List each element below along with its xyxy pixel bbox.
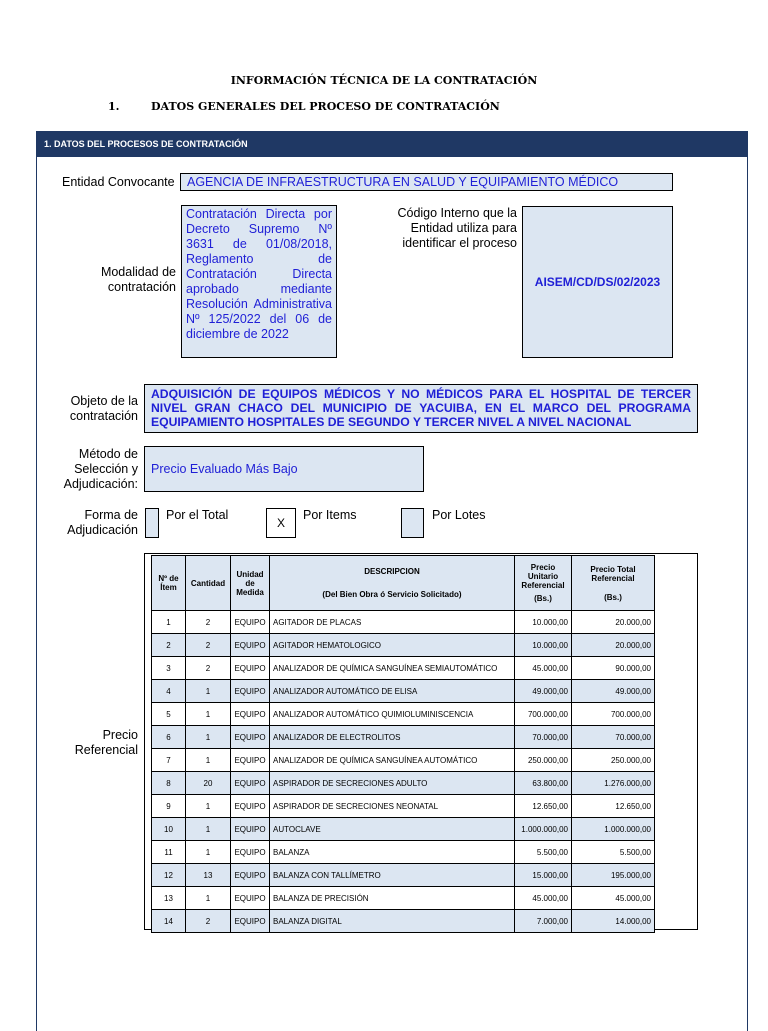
modalidad-field: Contratación Directa por Decreto Supremo Nº 3631 de 01/08/2018, Reglamento de Contratación Directa aprobado mediante Resolución Administrativa Nº 125/2022 del 06 de diciembre de 2022 [181,205,337,358]
header-precio-unitario-title: Precio Unitario Referencial [521,563,565,590]
cell-num: 3 [152,657,186,680]
cell-descripcion: AGITADOR DE PLACAS [270,611,515,634]
cell-precio-total: 14.000,00 [572,910,655,933]
cell-descripcion: ANALIZADOR AUTOMÁTICO QUIMIOLUMINISCENCIA [270,703,515,726]
label-por-total: Por el Total [166,508,229,522]
cell-descripcion: ASPIRADOR DE SECRECIONES NEONATAL [270,795,515,818]
table-row [152,657,655,680]
checkbox-por-lotes[interactable] [401,508,424,538]
table-row [152,795,655,818]
cell-precio-total: 90.000,00 [572,657,655,680]
table-row [152,887,655,910]
cell-descripcion: BALANZA [270,841,515,864]
header-unidad: Unidad de Medida [231,556,270,611]
cell-precio-total: 70.000,00 [572,726,655,749]
header-descripcion-title: DESCRIPCION [364,567,420,576]
cell-num: 6 [152,726,186,749]
label-por-items: Por Items [303,508,357,522]
table-row [152,611,655,634]
cell-unidad: EQUIPO [231,634,270,657]
codigo-label: Código Interno que la Entidad utiliza para identificar el proceso [397,206,517,250]
cell-precio-unitario: 45.000,00 [515,657,572,680]
header-num: Nº de Ítem [152,556,186,611]
cell-precio-total: 45.000,00 [572,887,655,910]
table-row [152,749,655,772]
cell-descripcion: ASPIRADOR DE SECRECIONES ADULTO [270,772,515,795]
cell-unidad: EQUIPO [231,910,270,933]
cell-cantidad: 1 [186,818,231,841]
cell-num: 11 [152,841,186,864]
cell-unidad: EQUIPO [231,818,270,841]
cell-precio-unitario: 10.000,00 [515,611,572,634]
cell-unidad: EQUIPO [231,657,270,680]
cell-num: 8 [152,772,186,795]
cell-cantidad: 20 [186,772,231,795]
table-row [152,841,655,864]
table-row [152,910,655,933]
codigo-field: AISEM/CD/DS/02/2023 [522,206,673,358]
cell-descripcion: BALANZA CON TALLÍMETRO [270,864,515,887]
cell-num: 10 [152,818,186,841]
table-row [152,634,655,657]
cell-cantidad: 1 [186,887,231,910]
section-header-bar: 1. DATOS DEL PROCESOS DE CONTRATACIÓN [36,131,748,157]
header-descripcion-sub: (Del Bien Obra ó Servicio Solicitado) [322,590,462,599]
cell-precio-unitario: 5.500,00 [515,841,572,864]
cell-precio-unitario: 1.000.000,00 [515,818,572,841]
cell-num: 4 [152,680,186,703]
cell-unidad: EQUIPO [231,864,270,887]
cell-unidad: EQUIPO [231,841,270,864]
cell-num: 12 [152,864,186,887]
cell-cantidad: 13 [186,864,231,887]
cell-precio-unitario: 15.000,00 [515,864,572,887]
table-row [152,703,655,726]
cell-precio-unitario: 700.000,00 [515,703,572,726]
cell-unidad: EQUIPO [231,680,270,703]
cell-unidad: EQUIPO [231,611,270,634]
cell-cantidad: 1 [186,795,231,818]
cell-descripcion: BALANZA DE PRECISIÓN [270,887,515,910]
cell-precio-unitario: 49.000,00 [515,680,572,703]
metodo-label: Método de Selección y Adjudicación: [63,447,138,491]
table-row [152,818,655,841]
cell-cantidad: 1 [186,749,231,772]
table-row [152,726,655,749]
entidad-label: Entidad Convocante [62,175,175,189]
metodo-field: Precio Evaluado Más Bajo [144,446,424,492]
cell-precio-unitario: 12.650,00 [515,795,572,818]
cell-precio-total: 1.276.000,00 [572,772,655,795]
cell-precio-total: 20.000,00 [572,634,655,657]
cell-precio-unitario: 250.000,00 [515,749,572,772]
cell-cantidad: 2 [186,611,231,634]
cell-descripcion: BALANZA DIGITAL [270,910,515,933]
cell-precio-total: 20.000,00 [572,611,655,634]
cell-num: 14 [152,910,186,933]
header-precio-total [572,556,655,611]
cell-precio-unitario: 63.800,00 [515,772,572,795]
cell-descripcion: AGITADOR HEMATOLOGICO [270,634,515,657]
precio-referencial-table [151,555,655,933]
cell-descripcion: ANALIZADOR DE QUÍMICA SANGUÍNEA AUTOMÁTICO [270,749,515,772]
cell-cantidad: 1 [186,841,231,864]
cell-cantidad: 1 [186,726,231,749]
cell-descripcion: ANALIZADOR DE QUÍMICA SANGUÍNEA SEMIAUTOMÁTICO [270,657,515,680]
checkbox-por-items[interactable]: X [266,508,296,538]
table-row [152,680,655,703]
cell-unidad: EQUIPO [231,795,270,818]
cell-num: 5 [152,703,186,726]
cell-descripcion: ANALIZADOR DE ELECTROLITOS [270,726,515,749]
table-row [152,772,655,795]
modalidad-label: Modalidad de contratación [100,265,176,294]
cell-cantidad: 2 [186,657,231,680]
cell-descripcion: AUTOCLAVE [270,818,515,841]
cell-num: 7 [152,749,186,772]
cell-cantidad: 1 [186,680,231,703]
checkbox-por-total[interactable] [145,508,159,538]
cell-num: 13 [152,887,186,910]
cell-descripcion: ANALIZADOR AUTOMÁTICO DE ELISA [270,680,515,703]
cell-precio-total: 195.000,00 [572,864,655,887]
section-title: DATOS GENERALES DEL PROCESO DE CONTRATACIÓN [151,100,500,113]
cell-num: 1 [152,611,186,634]
cell-unidad: EQUIPO [231,772,270,795]
cell-precio-total: 1.000.000,00 [572,818,655,841]
cell-cantidad: 2 [186,634,231,657]
cell-unidad: EQUIPO [231,749,270,772]
cell-precio-total: 250.000,00 [572,749,655,772]
cell-unidad: EQUIPO [231,887,270,910]
cell-cantidad: 2 [186,910,231,933]
section-number: 1. [108,100,120,113]
cell-precio-unitario: 7.000,00 [515,910,572,933]
header-precio-unitario [515,556,572,611]
header-precio-total-title: Precio Total Referencial [590,564,636,583]
label-por-lotes: Por Lotes [432,508,486,522]
header-cantidad: Cantidad [186,556,231,611]
cell-precio-total: 12.650,00 [572,795,655,818]
table-row [152,864,655,887]
cell-num: 2 [152,634,186,657]
cell-precio-total: 5.500,00 [572,841,655,864]
document-title: INFORMACIÓN TÉCNICA DE LA CONTRATACIÓN [230,74,538,87]
cell-cantidad: 1 [186,703,231,726]
objeto-field: ADQUISICIÓN DE EQUIPOS MÉDICOS Y NO MÉDICOS PARA EL HOSPITAL DE TERCER NIVEL GRAN CHACO DEL MUNICIPIO DE YACUIBA, EN EL MARCO DEL PROGRAMA EQUIPAMIENTO HOSPITALES DE SEGUNDO Y TERCER NIVEL A NIVEL NACIONAL [144,384,698,433]
entidad-field: AGENCIA DE INFRAESTRUCTURA EN SALUD Y EQUIPAMIENTO MÉDICO [180,173,673,191]
header-descripcion [270,556,515,611]
cell-num: 9 [152,795,186,818]
cell-precio-total: 49.000,00 [572,680,655,703]
header-precio-total-sub: (Bs.) [604,592,622,602]
cell-precio-total: 700.000,00 [572,703,655,726]
forma-label: Forma de Adjudicación [67,508,138,537]
header-precio-unitario-sub: (Bs.) [534,594,552,603]
cell-precio-unitario: 10.000,00 [515,634,572,657]
precio-referencial-label: Precio Referencial [74,728,138,757]
cell-unidad: EQUIPO [231,703,270,726]
cell-precio-unitario: 45.000,00 [515,887,572,910]
cell-unidad: EQUIPO [231,726,270,749]
objeto-label: Objeto de la contratación [69,394,138,423]
cell-precio-unitario: 70.000,00 [515,726,572,749]
